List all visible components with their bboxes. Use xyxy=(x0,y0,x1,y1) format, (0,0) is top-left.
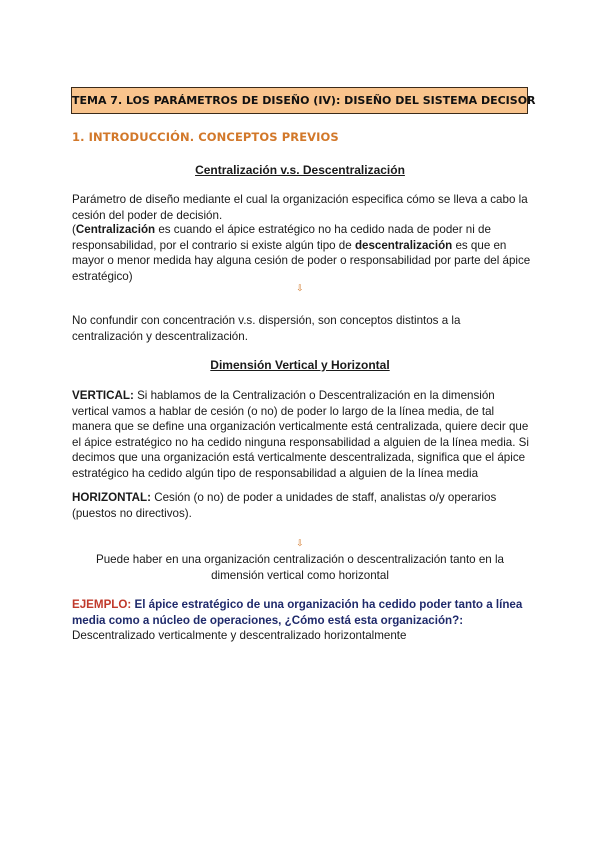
down-arrow-icon: ⇩ xyxy=(296,283,304,293)
paragraph-example xyxy=(72,597,532,644)
label-vertical: VERTICAL: xyxy=(72,389,134,402)
paragraph-centered-note: Puede haber en una organización centralización o descentralización tanto en la dimensión vertical como horizontal xyxy=(96,553,504,582)
horizontal-text: Cesión (o no) de poder a unidades de staff, analistas o/y operarios (puestos no directivos). xyxy=(72,491,497,520)
term-decentralization: descentralización xyxy=(354,238,453,252)
down-arrow-icon: ⇩ xyxy=(296,538,304,548)
subheading-centralization: Centralización v.s. Descentralización xyxy=(195,163,405,177)
label-horizontal: HORIZONTAL: xyxy=(72,491,151,504)
example-answer: Descentralizado verticalmente y descentralizado horizontalmente xyxy=(72,629,407,643)
term-centralization: Centralización xyxy=(75,223,156,236)
paragraph-vertical xyxy=(72,388,532,482)
label-example: EJEMPLO: xyxy=(72,598,132,611)
document-title: TEMA 7. LOS PARÁMETROS DE DISEÑO (IV): DISEÑO DEL SISTEMA DECISOR xyxy=(71,87,528,114)
example-question: El ápice estratégico de una organización ha cedido poder tanto a línea media como a núcleo de operaciones, ¿Cómo está esta organización?: xyxy=(72,598,523,627)
paragraph-centralization-explained xyxy=(72,222,532,284)
paren-open: ( xyxy=(72,223,76,236)
subheading-dimension: Dimensión Vertical y Horizontal xyxy=(210,358,390,372)
text-part-2: es que en mayor o menor medida hay alguna cesión de poder o responsabilidad por parte del ápice estratégico) xyxy=(72,238,531,283)
paragraph-definition: Parámetro de diseño mediante el cual la organización especifica cómo se lleva a cabo la cesión del poder de decisión. xyxy=(72,193,528,222)
paragraph-horizontal xyxy=(72,490,532,521)
section-heading: 1. INTRODUCCIÓN. CONCEPTOS PREVIOS xyxy=(72,130,339,144)
paragraph-note-concentration: No confundir con concentración v.s. dispersión, son conceptos distintos a la centralización y descentralización. xyxy=(72,314,461,343)
vertical-text: Si hablamos de la Centralización o Descentralización en la dimensión vertical vamos a hablar de cesión (o no) de poder lo largo de la línea media, de tal manera que se define una organización verticalmente está centralizada, quiere decir que el ápice estratégico no ha cedido ninguna responsabilidad a alguien de la línea media. Si decimos que una organización está verticalmente descentralizada, significa que el ápice estratégico ha cedido algún tipo de responsabilidad a alguien de la línea media xyxy=(72,389,529,480)
text-part-1: es cuando el ápice estratégico no ha cedido nada de poder ni de responsabilidad, por el contrario si existe algún tipo de xyxy=(72,223,491,252)
